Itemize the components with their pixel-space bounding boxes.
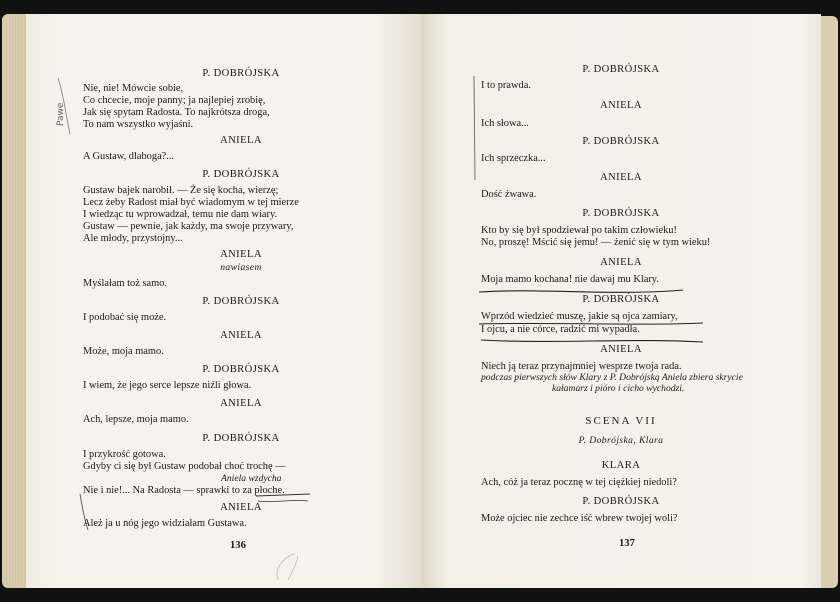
verse-line: I wiem, że jego serce lepsze niźli głowa. [83, 380, 252, 391]
verse-line: Nie, nie! Mówcie sobie, [83, 83, 184, 94]
speaker-label: P. DOBRÓJSKA [202, 296, 280, 307]
verse-line: Lecz żeby Radost miał być wiadomym w tej mierze [83, 197, 299, 208]
speaker-label: P. DOBRÓJSKA [202, 68, 280, 79]
speaker-label: KLARA [601, 460, 641, 471]
speaker-label: P. DOBRÓJSKA [582, 136, 660, 147]
verse-line: Dość żwawa. [481, 189, 537, 200]
pencil-margin-line [470, 74, 480, 184]
verse-line: Ach, lepsze, moja mamo. [83, 414, 189, 425]
book-edge-right [820, 16, 838, 588]
speaker-label: ANIELA [600, 257, 642, 268]
verse-line: Wprzód wiedzieć muszę, jakie są ojca zamiary, [481, 311, 678, 322]
verse-line: Co chcecie, moje panny; ja najlepiej zrobię, [83, 95, 266, 106]
pencil-margin-line [56, 76, 76, 136]
scene-persons: P. Dobrójska, Klara [578, 435, 664, 446]
speaker-label: P. DOBRÓJSKA [202, 169, 280, 180]
verse-line: I przykrość gotowa. [83, 449, 166, 460]
speaker-label: P. DOBRÓJSKA [582, 64, 660, 75]
verse-line: Ależ ja u nóg jego widziałam Gustawa. [83, 518, 247, 529]
speaker-label: ANIELA [220, 330, 262, 341]
speaker-label: ANIELA [220, 398, 262, 409]
right-page [421, 14, 821, 588]
verse-line: Kto by się był spodziewał po takim człowieku! [481, 225, 677, 236]
verse-line: Ach, cóż ja teraz pocznę w tej ciężkiej niedoli? [481, 477, 677, 488]
verse-line: I podobać się może. [83, 312, 167, 323]
pencil-scribble [272, 552, 302, 582]
speaker-label: ANIELA [220, 249, 262, 260]
verse-line: I to prawda. [481, 80, 531, 91]
page-number: 137 [619, 538, 635, 549]
verse-line: To nam wszystko wyjaśni. [83, 119, 194, 130]
stage-direction: Aniela wzdycha [221, 473, 282, 484]
verse-line: Nie i nie!... Na Radosta — sprawki to za płoche. [83, 485, 285, 496]
stage-direction: kałamarz i pióro i cicho wychodzi. [552, 383, 685, 394]
verse-line: Gustaw bajek narobił. — Że się kocha, wierzę; [83, 185, 279, 196]
speaker-label: ANIELA [220, 135, 262, 146]
page-number: 136 [230, 540, 246, 551]
speaker-label: P. DOBRÓJSKA [202, 433, 280, 444]
left-page [26, 14, 421, 588]
verse-line: Ich słowa... [481, 118, 529, 129]
verse-line: Gustaw — pewnie, jak każdy, ma swoje przywary, [83, 221, 294, 232]
speaker-label: P. DOBRÓJSKA [582, 496, 660, 507]
verse-line: Niech ją teraz przynajmniej wesprze twoja rada. [481, 361, 682, 372]
verse-line: I wiedząc tu wprowadzał, temu nie dam wiary. [83, 209, 278, 220]
scene-title: SCENA VII [585, 415, 657, 427]
verse-line: Jak się spytam Radosta. To najkrótsza droga, [83, 107, 270, 118]
speaker-label: P. DOBRÓJSKA [582, 208, 660, 219]
verse-line: Moja mamo kochana! nie dawaj mu Klary. [481, 274, 659, 285]
verse-line: No, proszę! Mścić się jemu! — żenić się w tym wieku! [481, 237, 711, 248]
stage-direction: nawiasem [220, 262, 262, 273]
verse-line: Myślałam toż samo. [83, 278, 167, 289]
pencil-margin-note: Pawe [56, 102, 66, 126]
verse-line: Ale młody, przystojny... [83, 233, 183, 244]
verse-line: I ojcu, a nie córce, radzić mi wypadła. [481, 324, 640, 335]
verse-line: Może ojciec nie zechce iść wbrew twojej woli? [481, 513, 678, 524]
verse-line: Może, moja mamo. [83, 346, 164, 357]
speaker-label: ANIELA [600, 344, 642, 355]
verse-line: Gdyby ci się był Gustaw podobał choć trochę — [83, 461, 286, 472]
speaker-label: P. DOBRÓJSKA [582, 294, 660, 305]
speaker-label: ANIELA [600, 172, 642, 183]
verse-line: A Gustaw, dlaboga?... [83, 151, 175, 162]
stage-direction: podczas pierwszych słów Klary z P. Dobrójską Aniela zbiera skrycie [481, 372, 743, 383]
verse-line: Ich sprzeczka... [481, 153, 546, 164]
speaker-label: P. DOBRÓJSKA [202, 364, 280, 375]
speaker-label: ANIELA [220, 502, 262, 513]
speaker-label: ANIELA [600, 100, 642, 111]
